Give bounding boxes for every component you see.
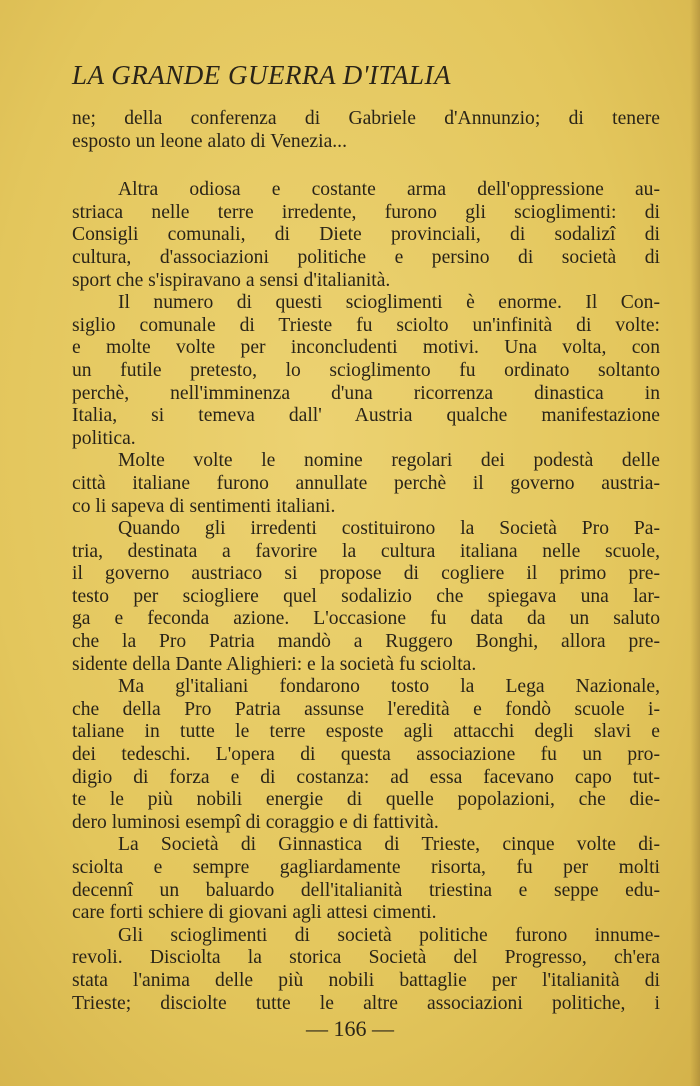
body-text	[72, 108, 660, 1015]
text-line: esposto un leone alato di Venezia...	[72, 130, 347, 152]
text-line: che della Pro Patria assunse l'eredità e fondò scuole i-	[72, 698, 660, 720]
page-edge-shadow	[690, 0, 700, 1086]
text-line: co li sapeva di sentimenti italiani.	[72, 495, 336, 517]
text-line: revoli. Disciolta la storica Società del Progresso, ch'era	[72, 947, 660, 969]
text-line: che la Pro Patria mandò a Ruggero Bonghi, allora pre-	[72, 631, 660, 653]
text-line: Trieste; disciolte tutte le altre associazioni politiche, i	[72, 992, 660, 1014]
text-line: stata l'anima delle più nobili battaglie per l'italianità di	[72, 969, 660, 991]
paragraph-gap	[72, 153, 660, 179]
text-line: tria, destinata a favorire la cultura italiana nelle scuole,	[72, 540, 660, 562]
text-line: care forti schiere di giovani agli attesi cimenti.	[72, 902, 437, 924]
page-number: — 166 —	[306, 1016, 394, 1041]
text-line: il governo austriaco si propose di cogliere il primo pre-	[72, 563, 660, 585]
text-line: Molte volte le nomine regolari dei podestà delle	[118, 450, 660, 472]
text-line: sidente della Dante Alighieri: e la società fu sciolta.	[72, 653, 477, 675]
text-line: dei tedeschi. L'opera di questa associazione fu un pro-	[72, 744, 660, 766]
text-line: decennî un baluardo dell'italianità triestina e seppe edu-	[72, 879, 660, 901]
text-line: La Società di Ginnastica di Trieste, cinque volte di-	[118, 834, 660, 856]
text-line: ne; della conferenza di Gabriele d'Annunzio; di tenere	[72, 108, 660, 129]
text-line: sport che s'ispiravano a sensi d'italianità.	[72, 269, 391, 291]
text-line: Gli scioglimenti di società politiche furono innume-	[118, 924, 660, 946]
text-line: cultura, d'associazioni politiche e persino di società di	[72, 246, 660, 268]
text-line: taliane in tutte le terre esposte agli attacchi degli slavi e	[72, 721, 660, 743]
text-line: e molte volte per inconcludenti motivi. Una volta, con	[72, 337, 660, 359]
running-title: LA GRANDE GUERRA D'ITALIA	[72, 60, 452, 90]
text-line: città italiane furono annullate perchè il governo austria-	[72, 472, 660, 494]
text-line: Ma gl'italiani fondarono tosto la Lega Nazionale,	[118, 676, 660, 698]
text-line: perchè, nell'imminenza d'una ricorrenza dinastica in	[72, 382, 660, 404]
text-line: Quando gli irredenti costituirono la Società Pro Pa-	[118, 518, 660, 540]
text-line: digio di forza e di costanza: ad essa facevano capo tut-	[72, 766, 660, 788]
text-line: striaca nelle terre irredente, furono gli scioglimenti: di	[72, 201, 660, 223]
text-line: Italia, si temeva dall' Austria qualche manifestazione	[72, 405, 660, 427]
text-line: dero luminosi esempî di coraggio e di fattività.	[72, 811, 439, 833]
text-line: ga e feconda azione. L'occasione fu data da un saluto	[72, 608, 660, 630]
text-line: Consigli comunali, di Diete provinciali, di sodalizî di	[72, 224, 660, 246]
text-line: sciolta e sempre gagliardamente risorta, fu per molti	[72, 857, 660, 878]
text-line: siglio comunale di Trieste fu sciolto un'infinità di volte:	[72, 314, 660, 336]
text-line: Altra odiosa e costante arma dell'oppressione au-	[118, 179, 660, 201]
text-line: testo per sciogliere quel sodalizio che spiegava una lar-	[72, 585, 660, 607]
text-line: Il numero di questi scioglimenti è enorme. Il Con-	[118, 292, 660, 314]
text-line: politica.	[72, 427, 136, 449]
text-line: un futile pretesto, lo scioglimento fu ordinato soltanto	[72, 359, 660, 381]
text-line: te le più nobili energie di quelle popolazioni, che die-	[72, 789, 660, 811]
